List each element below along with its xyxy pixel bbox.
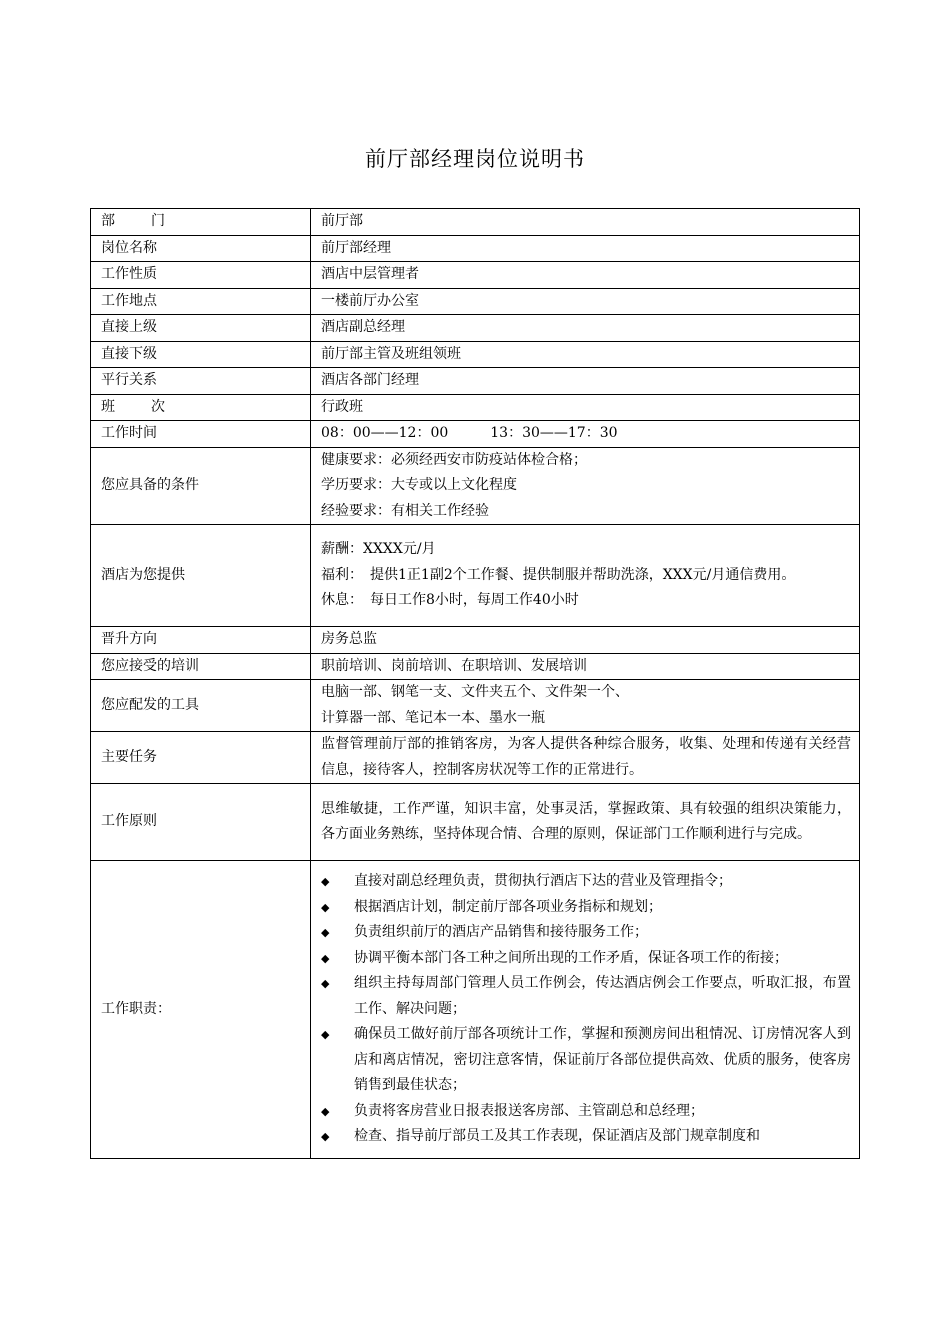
table-row [91,288,860,315]
diamond-bullet-icon: ◆ [321,926,330,940]
table-row [91,784,860,861]
row-label: 工作职责： [91,861,311,1159]
benefit-line: 福利： 提供1正1副2个工作餐、提供制服并帮助洗涤，XXX元/月通信费用。 [321,566,796,583]
requirement-line: 健康要求：必须经西安市防疫站体检合格； [321,451,587,468]
table-row [91,315,860,342]
row-label: 您应配发的工具 [91,680,311,732]
row-label: 您应接受的培训 [91,653,311,680]
principles-value: 思维敏捷，工作严谨，知识丰富，处事灵活，掌握政策、具有较强的组织决策能力，各方面业务熟练，坚持体现合情、合理的原则，保证部门工作顺利进行与完成。 [311,784,860,861]
requirement-line: 学历要求：大专或以上文化程度 [321,477,517,493]
table-row [91,653,860,680]
list-item: ◆ 直接对副总经理负责，贯彻执行酒店下达的营业及管理指令； [321,869,851,895]
row-value: 酒店各部门经理 [311,368,860,395]
table-row [91,447,860,525]
duties-list [321,869,851,1150]
row-label: 班次 [91,394,311,421]
row-label: 直接下级 [91,341,311,368]
row-value: 职前培训、岗前培训、在职培训、发展培训 [311,653,860,680]
tool-line: 电脑一部、钢笔一支、文件夹五个、文件架一个、 [321,684,629,700]
benefit-line: 薪酬：XXXX元/月 [321,541,436,558]
row-label: 工作时间 [91,421,311,448]
row-label: 部门 [91,209,311,236]
row-value: 前厅部经理 [311,235,860,262]
job-description-table [90,208,860,1159]
row-value: 行政班 [311,394,860,421]
main-task-value: 监督管理前厅部的推销客房，为客人提供各种综合服务，收集、处理和传递有关经营信息，接待客人，控制客房状况等工作的正常进行。 [311,732,860,784]
row-label: 工作性质 [91,262,311,289]
row-label: 酒店为您提供 [91,525,311,627]
table-row [91,262,860,289]
table-row [91,525,860,627]
row-label: 工作地点 [91,288,311,315]
tool-line: 计算器一部、笔记本一本、墨水一瓶 [321,709,545,726]
table-row [91,732,860,784]
table-row [91,680,860,732]
table-row [91,368,860,395]
list-item: ◆ 协调平衡本部门各工种之间所出现的工作矛盾，保证各项工作的衔接； [321,946,851,972]
row-value: 房务总监 [311,627,860,654]
row-label: 直接上级 [91,315,311,342]
row-value: 酒店副总经理 [311,315,860,342]
row-value: 前厅部 [311,209,860,236]
row-label: 主要任务 [91,732,311,784]
diamond-bullet-icon: ◆ [321,951,330,965]
list-item: ◆ 检查、指导前厅部员工及其工作表现，保证酒店及部门规章制度和 [321,1124,851,1150]
table-row [91,421,860,448]
row-label: 平行关系 [91,368,311,395]
list-item: ◆ 负责组织前厅的酒店产品销售和接待服务工作； [321,920,851,946]
diamond-bullet-icon: ◆ [321,1130,330,1144]
benefits-value [311,525,860,627]
diamond-bullet-icon: ◆ [321,1028,330,1042]
list-item: ◆ 根据酒店计划，制定前厅部各项业务指标和规划； [321,895,851,921]
duties-value [311,861,860,1159]
row-label: 工作原则 [91,784,311,861]
list-item: ◆ 负责将客房营业日报表报送客房部、主管副总和总经理； [321,1099,851,1125]
work-hours-value: 08：00——12：00 13：30——17：30 [311,421,860,448]
table-row [91,627,860,654]
table-row [91,235,860,262]
diamond-bullet-icon: ◆ [321,977,330,991]
requirements-value [311,447,860,525]
row-label: 您应具备的条件 [91,447,311,525]
row-value: 前厅部主管及班组领班 [311,341,860,368]
benefit-line: 休息： 每日工作8小时，每周工作40小时 [321,592,579,609]
list-item: ◆ 组织主持每周部门管理人员工作例会，传达酒店例会工作要点，听取汇报，布置工作、解决问题； [321,971,851,1022]
table-row [91,394,860,421]
diamond-bullet-icon: ◆ [321,1104,330,1118]
diamond-bullet-icon: ◆ [321,900,330,914]
table-row [91,209,860,236]
requirement-line: 经验要求：有相关工作经验 [321,502,489,519]
row-label: 晋升方向 [91,627,311,654]
list-item: ◆ 确保员工做好前厅部各项统计工作，掌握和预测房间出租情况、订房情况客人到店和离店情况，密切注意客情，保证前厅各部位提供高效、优质的服务，使客房销售到最佳状态； [321,1022,851,1099]
table-row [91,341,860,368]
page-title: 前厅部经理岗位说明书 [365,147,585,171]
row-value: 酒店中层管理者 [311,262,860,289]
row-value: 一楼前厅办公室 [311,288,860,315]
tools-value [311,680,860,732]
row-label: 岗位名称 [91,235,311,262]
diamond-bullet-icon: ◆ [321,875,330,889]
table-row [91,861,860,1159]
